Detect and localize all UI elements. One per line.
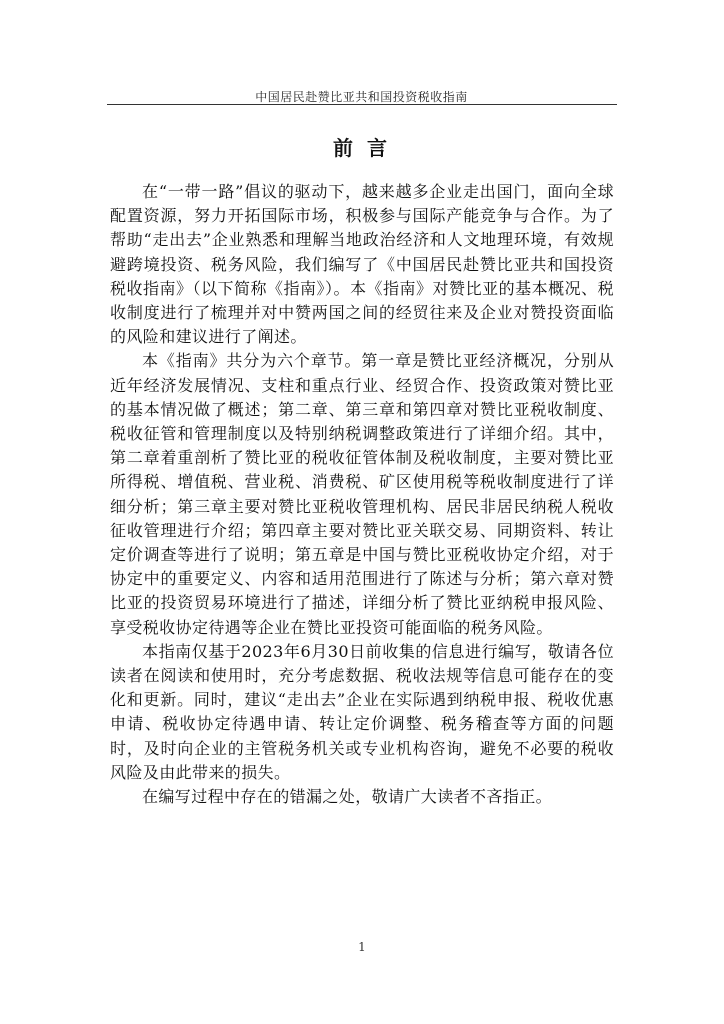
page-number: 1	[358, 940, 366, 954]
paragraph-2: 本《指南》共分为六个章节。第一章是赞比亚经济概况，分别从近年经济发展情况、支柱和重点行业、经贸合作、投资政策对赞比亚的基本情况做了概述；第二章、第三章和第四章对赞比亚税收制度、税收征管和管理制度以及特别纳税调整政策进行了详细介绍。其中，第二章着重剖析了赞比亚的税收征管体制及税收制度，主要对赞比亚所得税、增值税、营业税、消费税、矿区使用税等税收制度进行了详细分析；第三章主要对赞比亚税收管理机构、居民非居民纳税人税收征收管理进行介绍；第四章主要对赞比亚关联交易、同期资料、转让定价调查等进行了说明；第五章是中国与赞比亚税收协定介绍，对于协定中的重要定义、内容和适用范围进行了陈述与分析；第六章对赞比亚的投资贸易环境进行了描述，详细分析了赞比亚纳税申报风险、享受税收协定待遇等企业在赞比亚投资可能面临的税务风险。	[110, 351, 614, 637]
page-title: 前言	[333, 136, 401, 160]
header-rule	[107, 104, 617, 105]
paragraph-1: 在“一带一路”倡议的驱动下，越来越多企业走出国门，面向全球配置资源，努力开拓国际市场，积极参与国际产能竞争与合作。为了帮助“走出去”企业熟悉和理解当地政治经济和人文地理环境，有效规避跨境投资、税务风险，我们编写了《中国居民赴赞比亚共和国投资税收指南》（以下简称《指南》）。本《指南》对赞比亚的基本概况、税收制度进行了梳理并对中赞两国之间的经贸往来及企业对赞投资面临的风险和建议进行了阐述。	[110, 182, 614, 347]
running-header: 中国居民赴赞比亚共和国投资税收指南	[255, 90, 468, 104]
preface-body	[110, 180, 614, 809]
paragraph-3: 本指南仅基于2023年6月30日前收集的信息进行编写，敬请各位读者在阅读和使用时，充分考虑数据、税收法规等信息可能存在的变化和更新。同时，建议“走出去”企业在实际遇到纳税申报、税收优惠申请、税收协定待遇申请、转让定价调整、税务稽查等方面的问题时，及时向企业的主管税务机关或专业机构咨询，避免不必要的税收风险及由此带来的损失。	[110, 641, 614, 782]
paragraph-4: 在编写过程中存在的错漏之处，敬请广大读者不吝指正。	[142, 787, 553, 807]
